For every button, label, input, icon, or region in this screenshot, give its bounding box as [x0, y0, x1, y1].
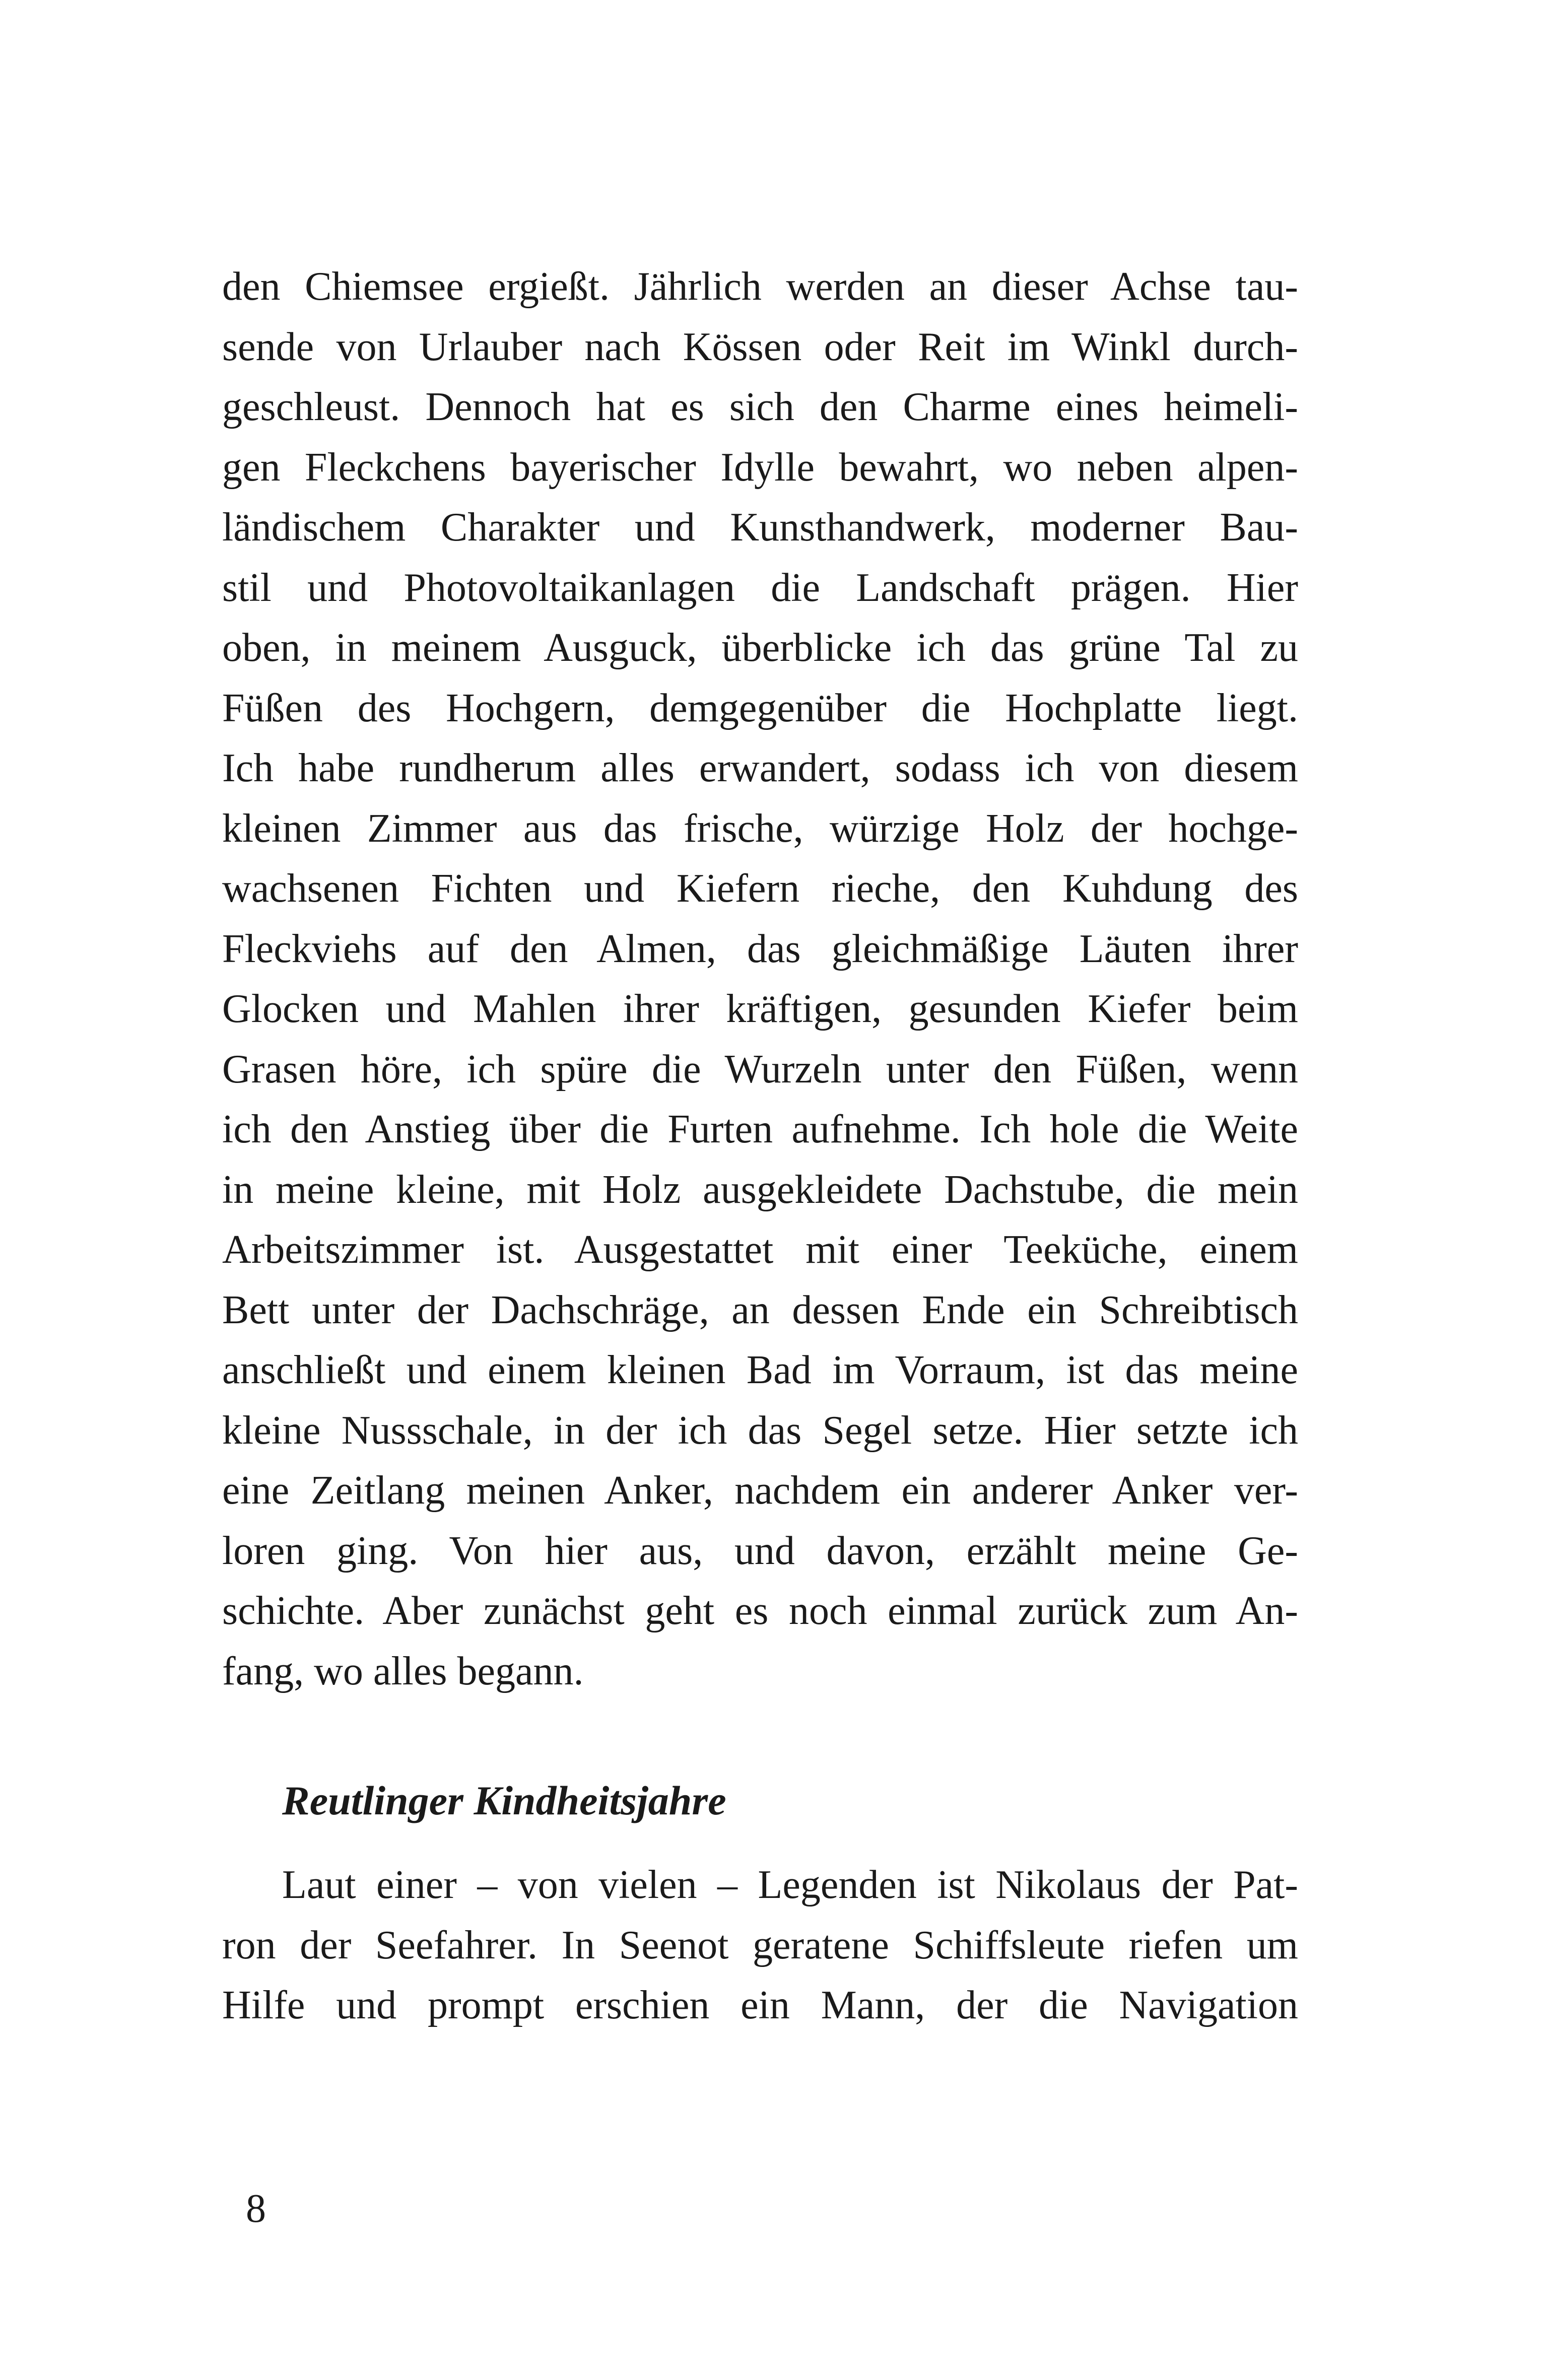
- text-line: in meine kleine, mit Holz ausgekleidete Dachstube, die mein: [222, 1167, 1298, 1212]
- text-line: stil und Photovoltaikanlagen die Landschaft prägen. Hier: [222, 565, 1298, 610]
- text-line: ron der Seefahrer. In Seenot geratene Schiffsleute riefen um: [222, 1923, 1298, 1967]
- text-line: Hilfe und prompt erschien ein Mann, der die Navigation: [222, 1983, 1298, 2027]
- text-line: Laut einer – von vielen – Legenden ist Nikolaus der Pat-: [282, 1863, 1298, 1907]
- text-line: Fleckviehs auf den Almen, das gleichmäßige Läuten ihrer: [222, 926, 1298, 971]
- text-line: sende von Urlauber nach Kössen oder Reit im Winkl durch-: [222, 324, 1298, 369]
- text-line: wachsenen Fichten und Kiefern rieche, den Kuhdung des: [222, 866, 1298, 911]
- text-line: oben, in meinem Ausguck, überblicke ich das grüne Tal zu: [222, 626, 1298, 670]
- text-line: Glocken und Mahlen ihrer kräftigen, gesunden Kiefer beim: [222, 987, 1298, 1031]
- text-line: kleinen Zimmer aus das frische, würzige Holz der hochge-: [222, 806, 1298, 851]
- text-line: gen Fleckchens bayerischer Idylle bewahrt, wo neben alpen-: [222, 445, 1298, 490]
- section-heading: Reutlinger Kindheitsjahre: [282, 1778, 726, 1823]
- text-line: fang, wo alles begann.: [222, 1649, 584, 1693]
- text-line: den Chiemsee ergießt. Jährlich werden an dieser Achse tau-: [222, 264, 1298, 309]
- text-line: anschließt und einem kleinen Bad im Vorraum, ist das meine: [222, 1348, 1298, 1392]
- text-line: Arbeitszimmer ist. Ausgestattet mit einer Teeküche, einem: [222, 1228, 1298, 1272]
- text-line: schichte. Aber zunächst geht es noch einmal zurück zum An-: [222, 1589, 1298, 1633]
- text-line: geschleust. Dennoch hat es sich den Charme eines heimeli-: [222, 385, 1298, 429]
- paragraph-chiemsee: [222, 257, 1298, 1702]
- text-line: Bett unter der Dachschräge, an dessen Ende ein Schreibtisch: [222, 1287, 1298, 1332]
- text-line: Füßen des Hochgern, demgegenüber die Hochplatte liegt.: [222, 686, 1298, 730]
- paragraph-legend: [222, 1855, 1298, 2036]
- text-line: eine Zeitlang meinen Anker, nachdem ein anderer Anker ver-: [222, 1468, 1298, 1513]
- text-line: kleine Nussschale, in der ich das Segel setze. Hier setzte ich: [222, 1408, 1298, 1453]
- text-line: ländischem Charakter und Kunsthandwerk, moderner Bau-: [222, 505, 1298, 550]
- page-number: 8: [246, 2187, 266, 2231]
- text-line: Grasen höre, ich spüre die Wurzeln unter den Füßen, wenn: [222, 1047, 1298, 1092]
- text-line: loren ging. Von hier aus, und davon, erzählt meine Ge-: [222, 1528, 1298, 1573]
- text-line: Ich habe rundherum alles erwandert, sodass ich von diesem: [222, 746, 1298, 790]
- text-line: ich den Anstieg über die Furten aufnehme. Ich hole die Weite: [222, 1107, 1298, 1151]
